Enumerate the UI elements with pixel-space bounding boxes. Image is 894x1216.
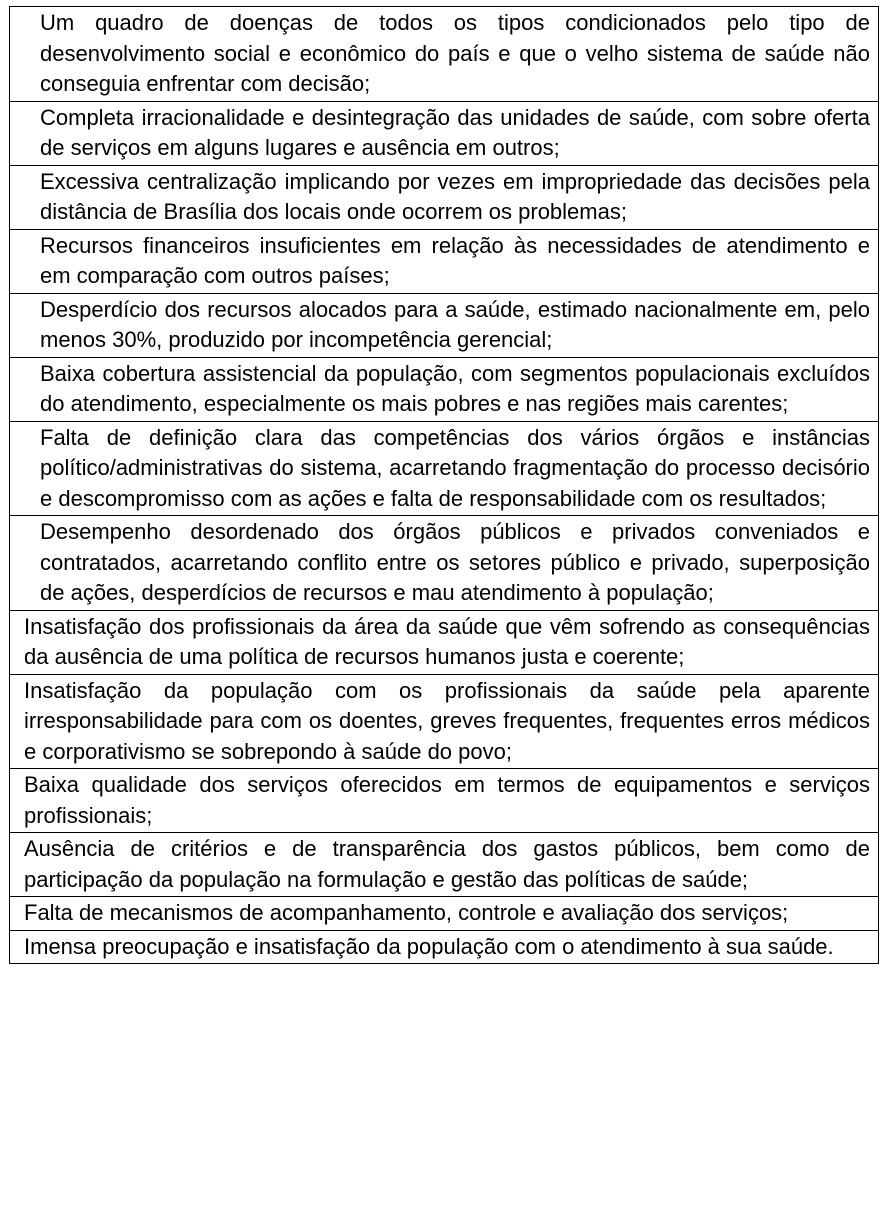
table-row: Baixa qualidade dos serviços oferecidos em termos de equipamentos e serviços profissionais; [10,768,878,832]
table-row: Recursos financeiros insuficientes em relação às necessidades de atendimento e em comparação com outros países; [10,229,878,293]
table-row: Insatisfação da população com os profissionais da saúde pela aparente irresponsabilidade para com os doentes, greves frequentes, frequentes erros médicos e corporativismo se sobrepondo à saúde do povo; [10,674,878,769]
table-row: Baixa cobertura assistencial da população, com segmentos populacionais excluídos do atendimento, especialmente os mais pobres e nas regiões mais carentes; [10,357,878,421]
table-row: Ausência de critérios e de transparência dos gastos públicos, bem como de participação da população na formulação e gestão das políticas de saúde; [10,832,878,896]
table-row: Falta de definição clara das competências dos vários órgãos e instâncias político/administrativas do sistema, acarretando fragmentação do processo decisório e descompromisso com as ações e falta de responsabilidade com os resultados; [10,421,878,516]
table-row: Insatisfação dos profissionais da área da saúde que vêm sofrendo as consequências da ausência de uma política de recursos humanos justa e coerente; [10,610,878,674]
table-row: Excessiva centralização implicando por vezes em impropriedade das decisões pela distância de Brasília dos locais onde ocorrem os problemas; [10,165,878,229]
table-row: Imensa preocupação e insatisfação da população com o atendimento à sua saúde. [10,930,878,964]
table-row: Falta de mecanismos de acompanhamento, controle e avaliação dos serviços; [10,896,878,930]
table-row: Desempenho desordenado dos órgãos públicos e privados conveniados e contratados, acarretando conflito entre os setores público e privado, superposição de ações, desperdícios de recursos e mau atendimento à população; [10,515,878,610]
table-row: Um quadro de doenças de todos os tipos condicionados pelo tipo de desenvolvimento social e econômico do país e que o velho sistema de saúde não conseguia enfrentar com decisão; [40,10,870,96]
table-row: Desperdício dos recursos alocados para a saúde, estimado nacionalmente em, pelo menos 30%, produzido por incompetência gerencial; [10,293,878,357]
problems-table [9,6,879,964]
table-row: Completa irracionalidade e desintegração das unidades de saúde, com sobre oferta de serviços em alguns lugares e ausência em outros; [10,101,878,165]
